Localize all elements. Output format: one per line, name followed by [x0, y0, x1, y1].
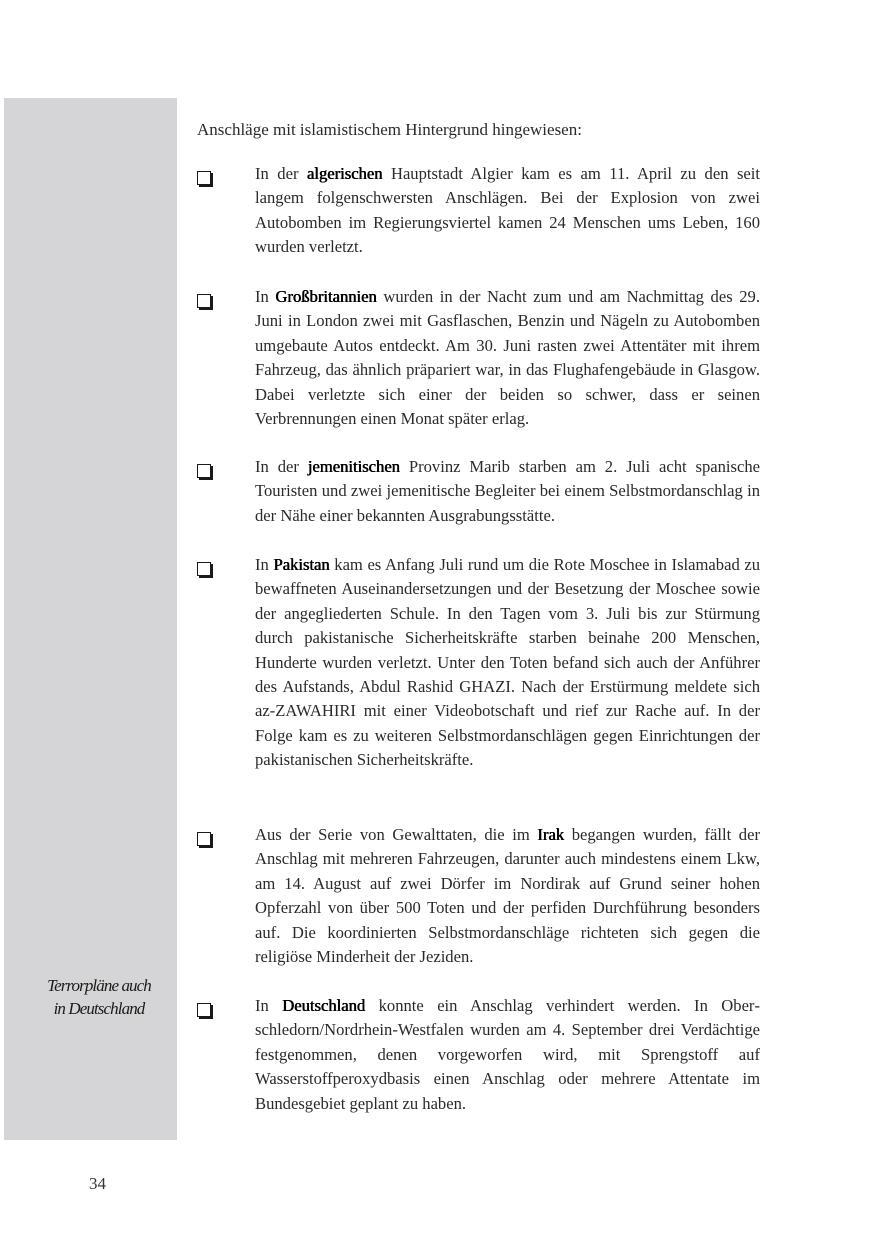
list-item-text: [255, 285, 760, 431]
item-text-before: In der: [255, 457, 308, 476]
page-number: 34: [89, 1174, 106, 1193]
item-text-after: Hauptstadt Algier kam es am 11. April zu den seit langem folgenschwersten Anschlägen. Bei der Explosion von zwei Autobomben im Regierungsviertel kamen 24 Menschen ums Leben, 160 wurden verletzt.: [255, 164, 761, 257]
item-keyword: Pakistan: [273, 555, 330, 574]
item-text-before: Aus der Serie von Gewalttaten, die im: [255, 825, 538, 844]
checkbox-bullet-icon: [197, 171, 211, 185]
list-item-text: [255, 455, 760, 528]
checkbox-bullet-icon: [197, 464, 211, 478]
item-keyword: jemenitischen: [307, 457, 400, 476]
checkbox-bullet-icon: [197, 1003, 211, 1017]
item-text-after: konnte ein Anschlag verhindert werden. In Oberschledorn/Nordrhein-Westfalen wurden am 4. September drei Verdächtige festgenommen, denen vorgeworfen wird, mit Sprengstoff auf Wasserstoffperoxydbasis einen Anschlag oder mehrere Attentate im Bundesgebiet geplant zu haben.: [255, 996, 760, 1113]
checkbox-bullet-icon: [197, 294, 211, 308]
list-item-text: [255, 162, 760, 260]
item-text-before: In: [255, 555, 274, 574]
item-keyword: algerischen: [306, 164, 383, 183]
item-keyword: Irak: [537, 825, 565, 844]
checkbox-bullet-icon: [197, 562, 211, 576]
item-text-after: begangen wurden, fällt der Anschlag mit mehreren Fahrzeugen, darunter auch mindestens einem Lkw, am 14. August auf zwei Dörfer im Nordirak auf Grund seiner hohen Opferzahl von über 500 Toten und der perfiden Durchführung besonders auf. Die koordinierten Selbstmordanschläge richteten sich gegen die religiöse Minderheit der Jeziden.: [255, 825, 760, 967]
item-keyword: Großbritannien: [275, 287, 377, 306]
item-text-before: In: [255, 287, 276, 306]
list-item-text: [255, 553, 760, 773]
margin-note-line-2: in Deutschland: [53, 999, 145, 1018]
margin-note: [20, 974, 178, 1020]
item-text-before: In: [255, 996, 283, 1015]
item-text-after: Provinz Marib starben am 2. Juli acht spanische Touristen und zwei jemenitische Begleiter bei einem Selbstmordanschlag in der Nähe einer bekannten Ausgrabungsstätte.: [255, 457, 761, 525]
list-item-text: [255, 823, 760, 969]
checkbox-bullet-icon: [197, 832, 211, 846]
item-text-after: kam es Anfang Juli rund um die Rote Moschee in Islamabad zu bewaffneten Auseinandersetzungen und der Besetzung der Moschee sowie der angegliederten Schule. In den Tagen vom 3. Juli bis zur Stürmung durch pakistanische Sicherheitskräfte starben beinahe 200 Menschen, Hunderte wurden verletzt. Unter den Toten befand sich auch der Anführer des Aufstands, Abdul Rashid GHAZI. Nach der Erstürmung meldete sich az-ZAWAHIRI mit einer Videobotschaft und rief zur Rache auf. In der Folge kam es zu weiteren Selbstmordanschlägen gegen Einrichtungen der pakistanischen Sicherheitskräfte.: [255, 555, 760, 770]
item-text-after: wurden in der Nacht zum und am Nachmittag des 29. Juni in London zwei mit Gasflaschen, Benzin und Nägeln zu Autobomben umgebaute Autos entdeckt. Am 30. Juni rasten zwei Attentäter mit ihrem Fahrzeug, das ähnlich präpariert war, in das Flughafengebäude in Glasgow. Dabei verletzte sich einer der beiden so schwer, dass er seinen Verbrennungen einen Monat später erlag.: [255, 287, 760, 429]
margin-note-line-1: Terrorpläne auch: [47, 976, 151, 995]
intro-text: Anschläge mit islamistischem Hintergrund hingewiesen:: [197, 120, 582, 139]
list-item-text: [255, 994, 760, 1116]
item-text-before: In der: [255, 164, 307, 183]
item-keyword: Deutschland: [282, 996, 366, 1015]
